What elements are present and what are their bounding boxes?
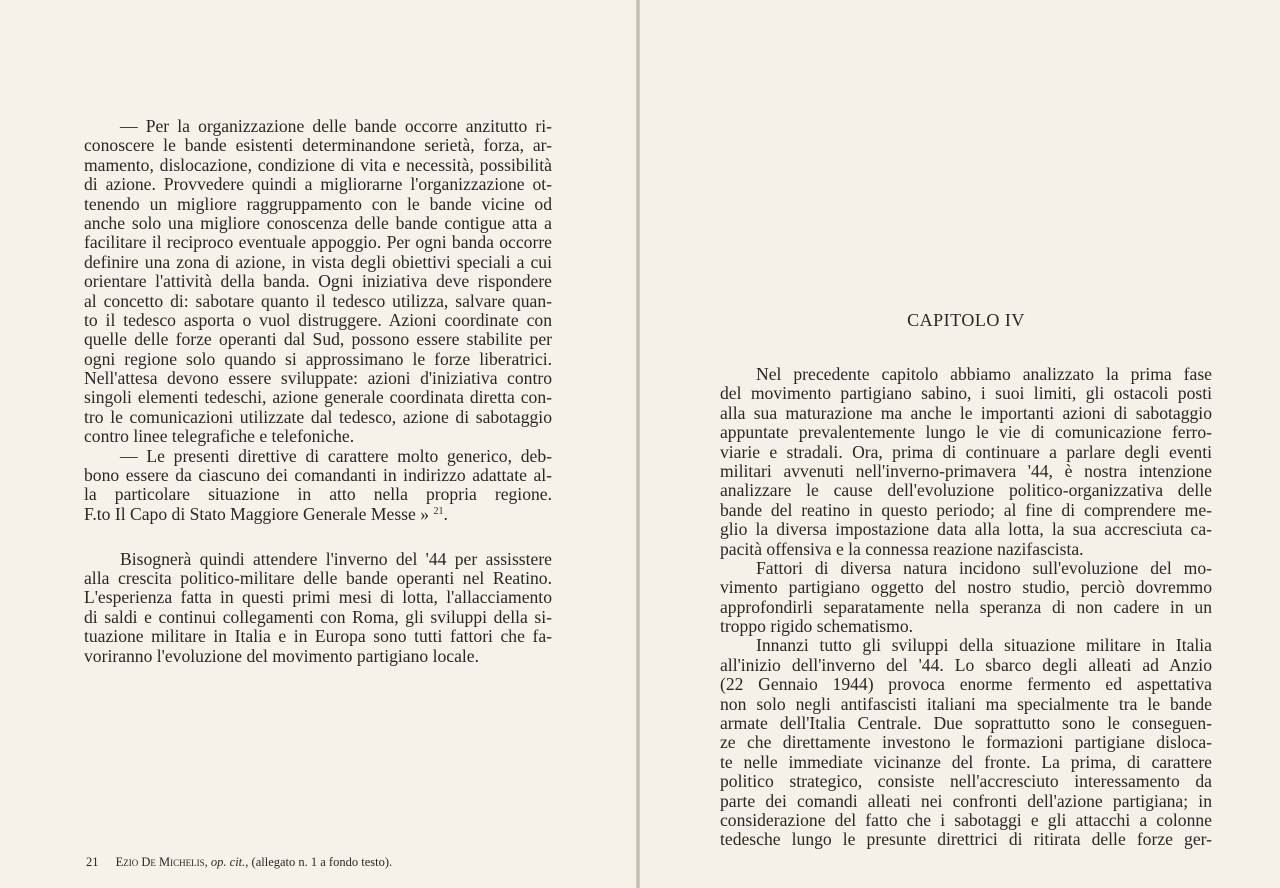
text-line: bono essere da ciascuno dei comandanti in indirizzo adattate al- [84, 465, 552, 486]
text-line: tuazione militare in Italia e in Europa sono tutti fattori che fa- [84, 626, 552, 647]
chapter-title: CAPITOLO IV [907, 310, 1025, 330]
text-line: di azione. Provvedere quindi a migliorarne l'organizzazione ot- [84, 174, 552, 195]
text-line: del movimento partigiano sabino, i suoi limiti, gli ostacoli posti [720, 383, 1212, 404]
text-line: to il tedesco asporta o vuol distruggere. Azioni coordinate con [84, 309, 552, 330]
text-line: militari avvenuti nell'inverno-primavera '44, è nostra intenzione [720, 460, 1212, 481]
text-line: pacità offensiva e la connessa reazione nazifascista. [720, 538, 1084, 559]
text-line: definire una zona di azione, in vista degli obiettivi speciali a cui [84, 251, 552, 272]
text-line: facilitare il reciproco eventuale appoggio. Per ogni banda occorre [84, 232, 552, 253]
text-line: orientare l'attività della banda. Ogni iniziativa deve rispondere [84, 271, 552, 292]
text-line: — Per la organizzazione delle bande occorre anzitutto ri- [120, 116, 552, 136]
text-line: all'inizio dell'inverno del '44. Lo sbarco degli alleati ad Anzio [720, 654, 1212, 675]
text-line: ogni regione solo quando si approssimano le forze liberatrici. [84, 348, 552, 369]
footnote [86, 855, 566, 870]
text-line: alla sua maturazione ma anche le importanti azioni di sabotaggio [720, 402, 1212, 423]
text-line: L'esperienza fatta in questi primi mesi di lotta, l'allacciamento [84, 587, 552, 608]
text-line: tenendo un migliore raggruppamento con le bande vicine od [84, 193, 552, 214]
text-line: politico strategico, consiste nell'accresciuto interessamento da [720, 771, 1212, 792]
text-line: vimento partigiano oggetto del nostro studio, perciò dovremmo [720, 577, 1212, 598]
text-line: approfondirli separatamente nella speranza di non cadere in un [720, 596, 1212, 617]
text-line: F.to Il Capo di Stato Maggiore Generale Messe » $^{21}$. [84, 503, 448, 524]
text-line: considerazione del fatto che i sabotaggi e gli attacchi a colonne [720, 809, 1212, 830]
text-line: armate dell'Italia Centrale. Due soprattutto sono le conseguen- [720, 713, 1212, 734]
text-line: la particolare situazione in atto nella propria regione. [84, 484, 552, 505]
text-line: di saldi e continui collegamenti con Roma, gli sviluppi della si- [84, 606, 552, 627]
text-line: glio la diversa impostazione data alla lotta, la sua accresciuta ca- [720, 519, 1212, 540]
footnote-marker: 21 [433, 505, 444, 517]
text-line: quelle delle forze operanti dal Sud, possono essere stabilite per [84, 329, 552, 350]
text-line: al concetto di: sabotare quanto il tedesco utilizza, salvare quan- [84, 290, 552, 311]
text-line: (22 Gennaio 1944) provoca enorme fermento ed aspettativa [720, 674, 1212, 695]
text-line: mamento, dislocazione, condizione di vita e necessità, possibilità [84, 154, 552, 175]
footnote-work: op. cit., [210, 855, 249, 869]
text-line: alla crescita politico-militare delle bande operanti nel Reatino. [84, 567, 552, 588]
text-line: tro le comunicazioni utilizzate dal tedesco, azione di sabotaggio [84, 406, 552, 427]
text-line: contro linee telegrafiche e telefoniche. [84, 426, 355, 447]
text-line: Bisognerà quindi attendere l'inverno del '44 per assisstere [120, 548, 552, 569]
text-line: voriranno l'evoluzione del movimento partigiano locale. [84, 645, 480, 666]
left-page [0, 0, 638, 888]
signature-line: F.to Il Capo di Stato Maggiore Generale Messe » [84, 503, 430, 524]
text-line: viarie e stradali. Ora, prima di continuare a parlare degli eventi [720, 441, 1212, 462]
text-line: — Le presenti direttive di carattere molto generico, deb- [120, 445, 552, 466]
text-line: Nell'attesa devono essere sviluppate: azioni d'iniziativa contro [84, 368, 552, 389]
text-line: appuntate prevalentemente lungo le vie di comunicazione ferro- [720, 422, 1212, 443]
left-page-body [84, 117, 552, 666]
text-line: Nel precedente capitolo abbiamo analizzato la prima fase [756, 364, 1212, 384]
text-line: singoli elementi tedeschi, azione generale coordinata diretta con- [84, 387, 552, 408]
text-line: bande del reatino in questo periodo; al fine di comprendere me- [720, 499, 1212, 520]
text-line: anche solo una migliore conoscenza delle bande contigue atta a [84, 212, 552, 233]
text-line: parte dei comandi alleati nei confronti dell'azione partigiana; in [720, 790, 1212, 811]
text-line: tedesche lungo le presunte direttrici di ritirata delle forze ger- [720, 829, 1212, 850]
text-line: te nelle immediate vicinanze del fronte. La prima, di carattere [720, 751, 1212, 772]
footnote-author: Ezio De Michelis, [115, 855, 208, 869]
footnote-text: (allegato n. 1 a fondo testo). [251, 855, 393, 869]
text-line: Innanzi tutto gli sviluppi della situazione militare in Italia [756, 635, 1212, 656]
text-line: non solo negli antifascisti italiani ma specialmente tra le bande [720, 693, 1212, 714]
text-line: Fattori di diversa natura incidono sull'evoluzione del mo- [756, 557, 1212, 578]
text-line: troppo rigido schematismo. [720, 616, 914, 637]
text-line: conoscere le bande esistenti determinandone serietà, forza, ar- [84, 135, 552, 156]
right-page-body [720, 365, 1212, 850]
text-line: ze che direttamente investono le formazioni partigiane disloca- [720, 732, 1212, 753]
footnote-number: 21 [86, 855, 99, 869]
text-line: analizzare le cause dell'evoluzione politico-organizzativa delle [720, 480, 1212, 501]
